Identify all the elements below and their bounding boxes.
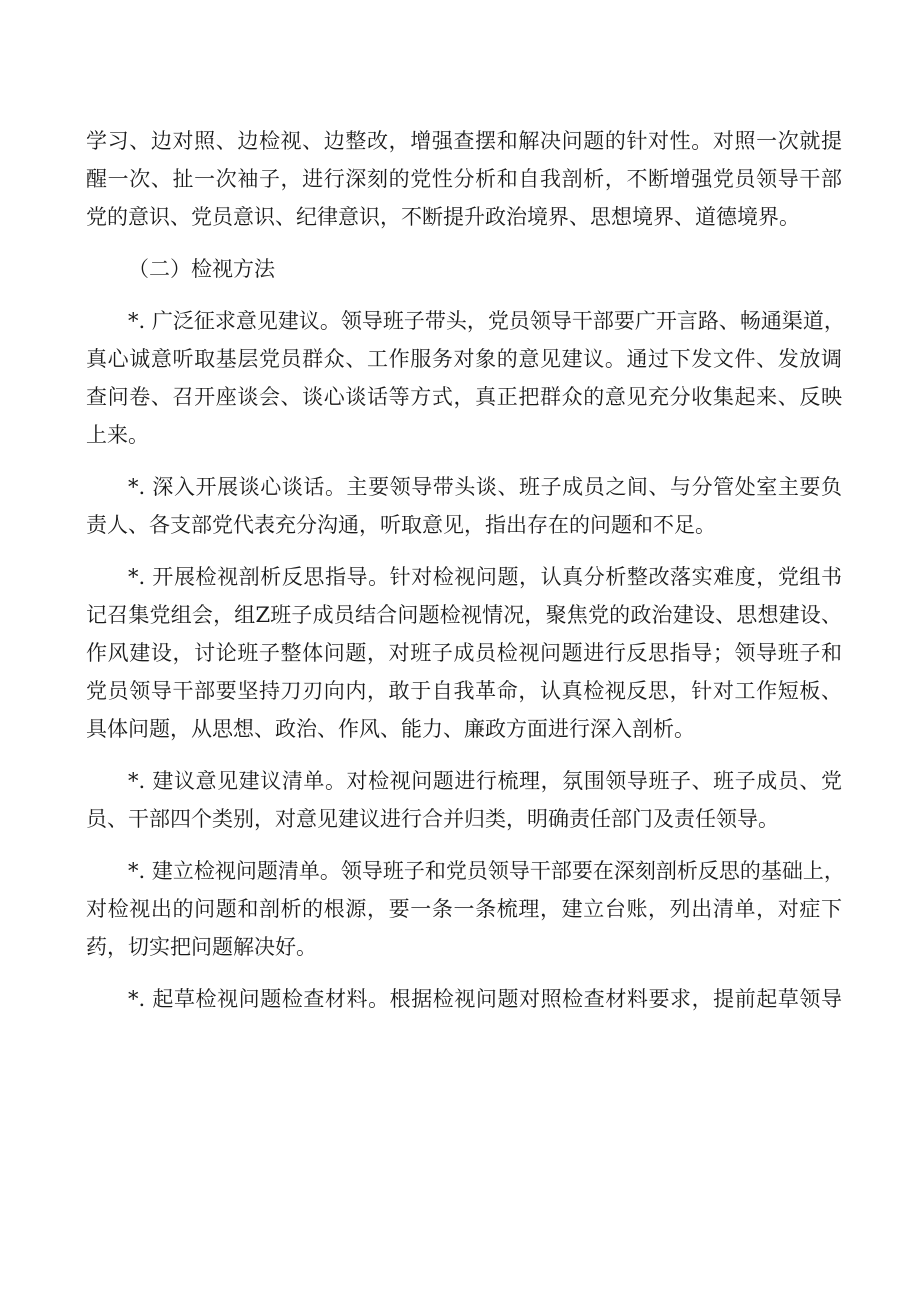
text-line: *. 深入开展谈心谈话。主要领导带头谈、班子成员之间、与分管处室主要负 <box>128 475 842 499</box>
text-line: 作风建设，讨论班子整体问题，对班子成员检视问题进行反思指导；领导班子和 <box>86 641 842 665</box>
text-line: 上来。 <box>86 423 149 447</box>
text-line: 对检视出的问题和剖析的根源，要一条一条梳理，建立台账，列出清单，对症下 <box>86 897 842 921</box>
text-line: 责人、各支部党代表充分沟通，听取意见，指出存在的问题和不足。 <box>86 513 716 537</box>
text-line: 员、干部四个类别，对意见建议进行合并归类，明确责任部门及责任领导。 <box>86 807 779 831</box>
text-line: *. 建议意见建议清单。对检视问题进行梳理，氛围领导班子、班子成员、党 <box>128 769 842 793</box>
section-heading <box>86 250 842 288</box>
text-line: 党员领导干部要坚持刀刃向内，敢于自我革命，认真检视反思，针对工作短板、 <box>86 679 842 703</box>
text-line: 记召集党组会，组Z班子成员结合问题检视情况，聚焦党的政治建设、思想建设、 <box>86 603 842 627</box>
document-body <box>86 122 845 1018</box>
paragraph-heart-to-heart-talks <box>86 468 842 544</box>
text-line: 查问卷、召开座谈会、谈心谈话等方式，真正把群众的意见充分收集起来、反映 <box>86 385 842 409</box>
paragraph-solicit-opinions <box>86 302 845 454</box>
paragraph-intro <box>86 122 842 236</box>
text-line: 醒一次、扯一次袖子，进行深刻的党性分析和自我剖析，不断增强党员领导干部 <box>86 167 842 191</box>
paragraph-draft-materials <box>86 980 842 1018</box>
paragraph-problem-list <box>86 852 845 966</box>
text-line: *. 起草检视问题检查材料。根据检视问题对照检查材料要求，提前起草领导 <box>128 987 842 1011</box>
text-line: *. 广泛征求意见建议。领导班子带头，党员领导干部要广开言路、畅通渠道， <box>128 309 845 333</box>
paragraph-review-analysis <box>86 558 842 748</box>
text-line: 党的意识、党员意识、纪律意识，不断提升政治境界、思想境界、道德境界。 <box>86 205 800 229</box>
text-line: 学习、边对照、边检视、边整改，增强查摆和解决问题的针对性。对照一次就提 <box>86 129 842 153</box>
heading-text: （二）检视方法 <box>128 257 275 281</box>
text-line: *. 开展检视剖析反思指导。针对检视问题，认真分析整改落实难度，党组书 <box>128 565 842 589</box>
paragraph-suggestion-list <box>86 762 842 838</box>
text-line: *. 建立检视问题清单。领导班子和党员领导干部要在深刻剖析反思的基础上， <box>128 859 845 883</box>
text-line: 真心诚意听取基层党员群众、工作服务对象的意见建议。通过下发文件、发放调 <box>86 347 842 371</box>
text-line: 药，切实把问题解决好。 <box>86 935 317 959</box>
text-line: 具体问题，从思想、政治、作风、能力、廉政方面进行深入剖析。 <box>86 717 695 741</box>
